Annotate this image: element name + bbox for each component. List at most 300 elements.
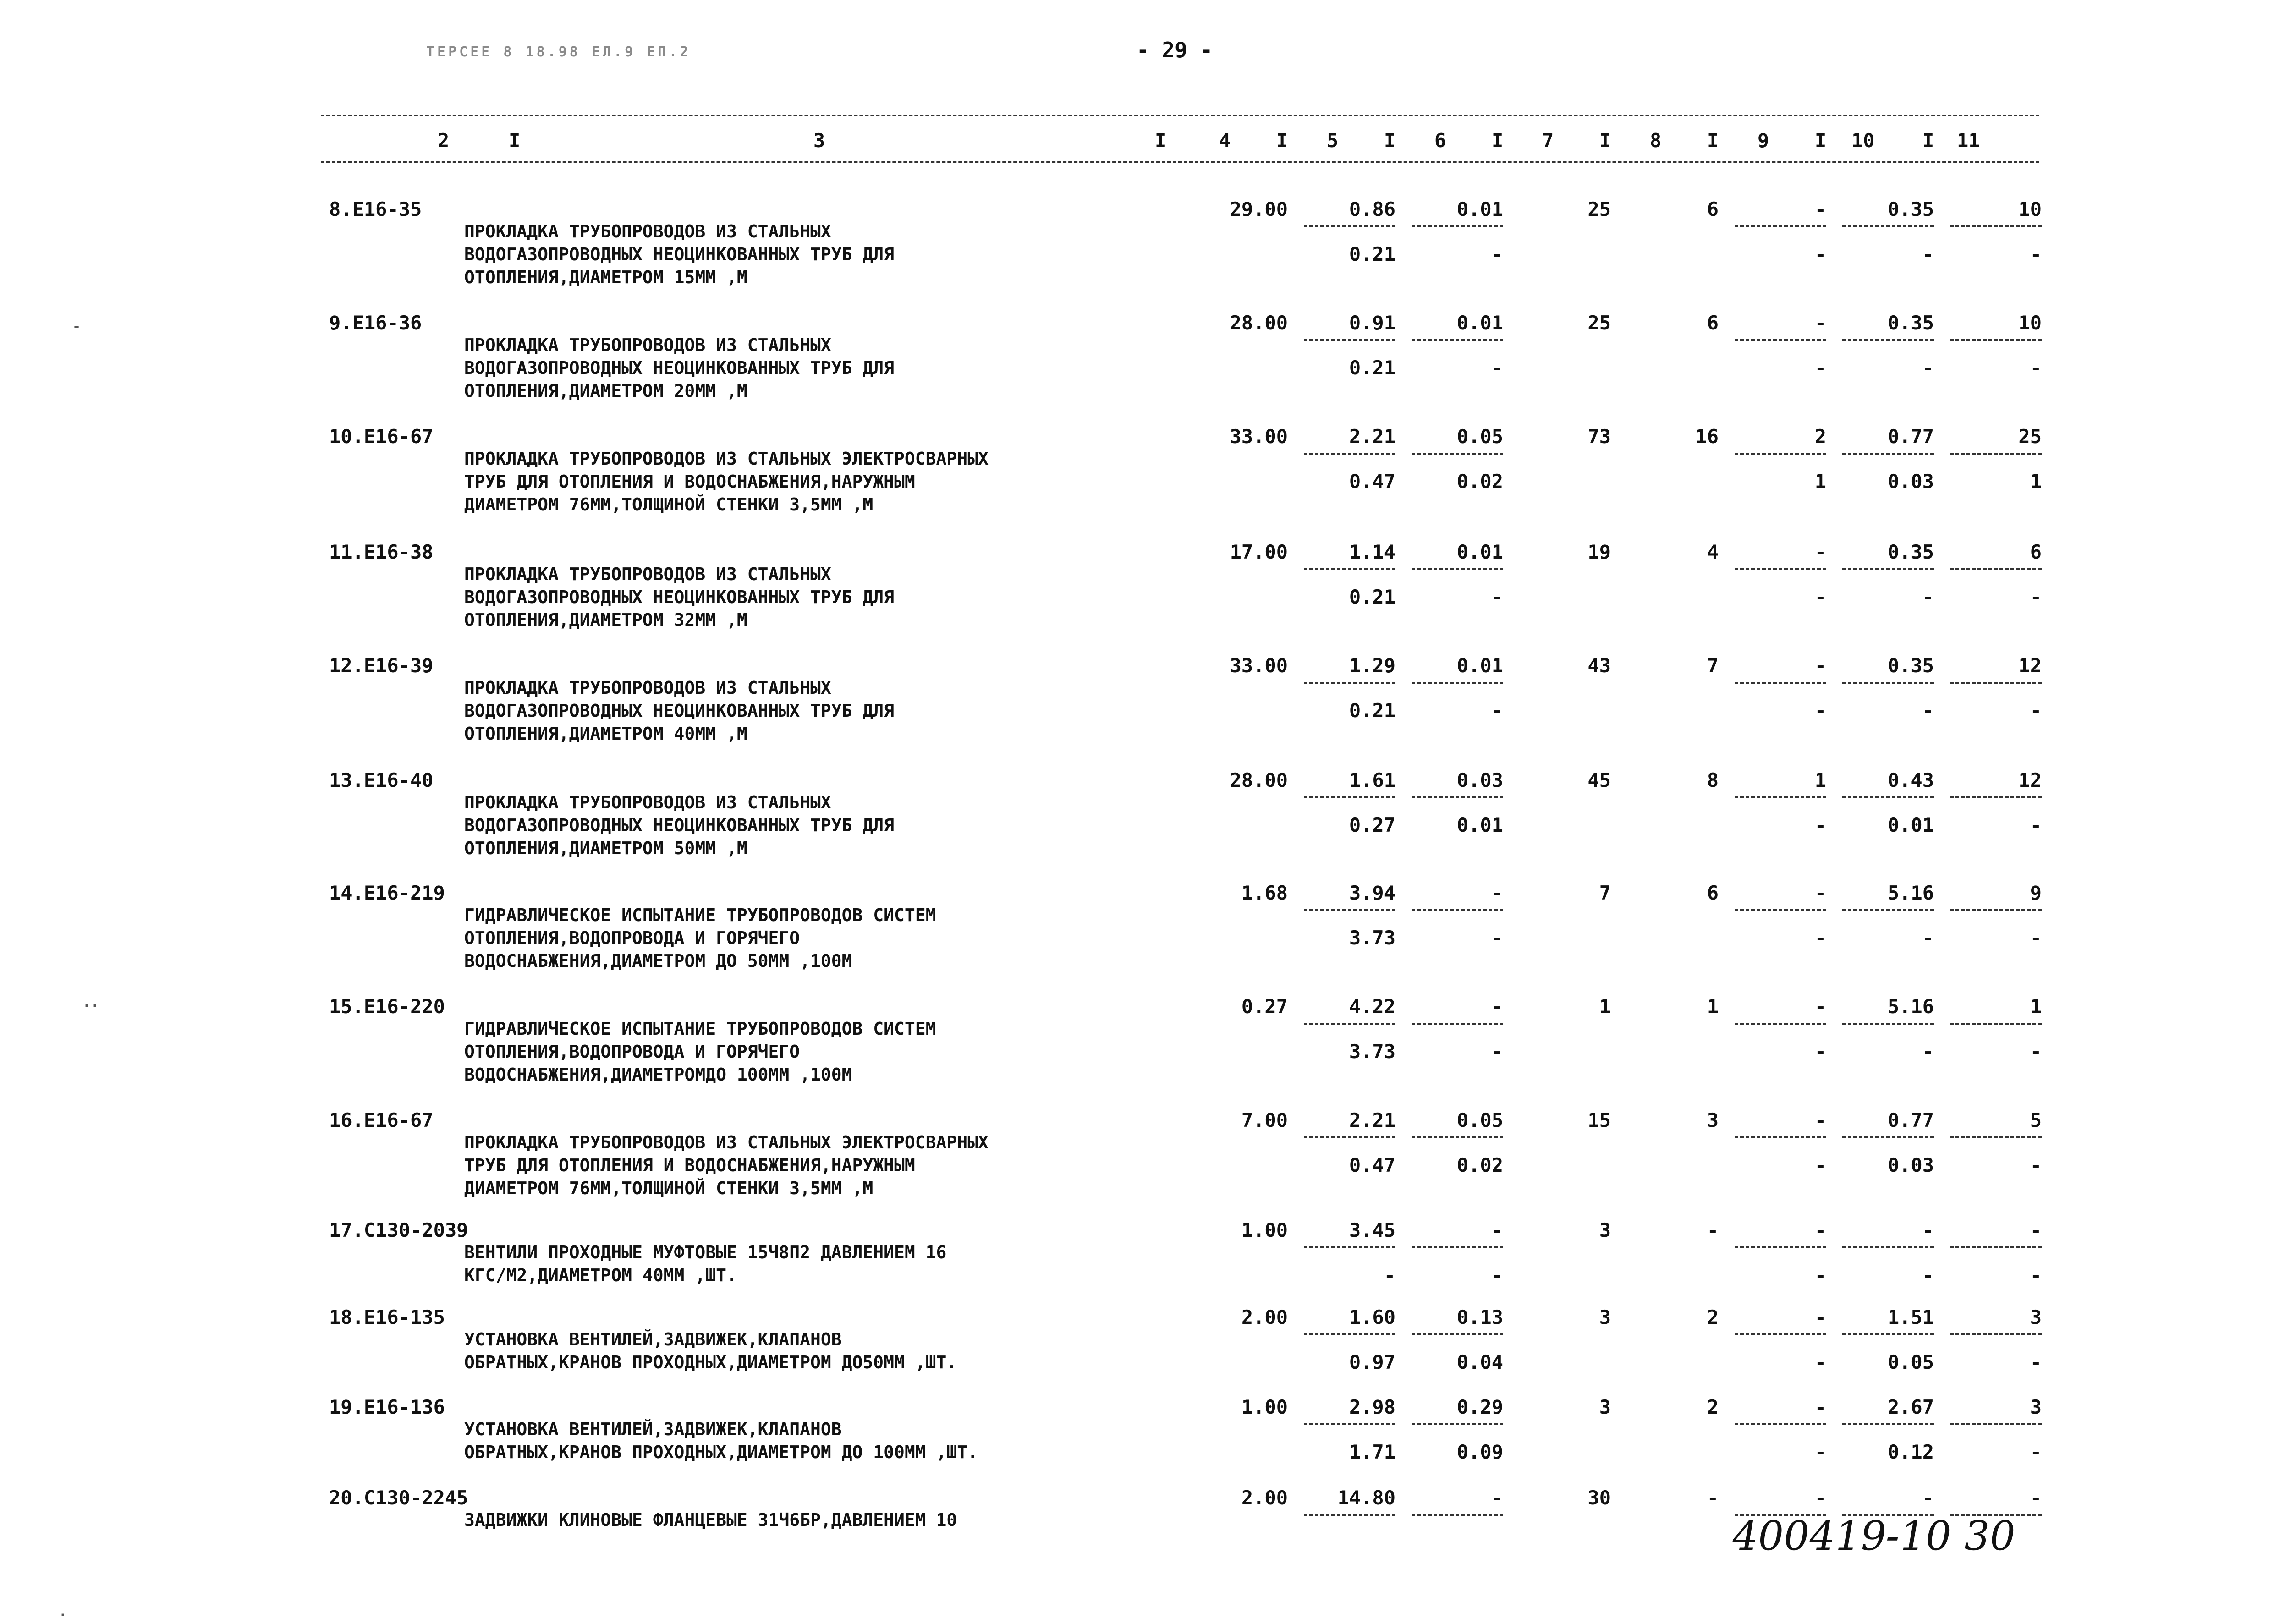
cell-c9-second-line: -	[1814, 1351, 1826, 1373]
table-header-bottom-rule	[321, 161, 2039, 163]
cell-c6-second-line: 0.02	[1456, 470, 1503, 493]
cell-c9-second-line: -	[1814, 927, 1826, 949]
cell-c11-second-line: -	[2030, 1264, 2042, 1286]
subtotal-rule	[1304, 568, 1395, 570]
subtotal-rule	[1412, 909, 1503, 911]
cell-c10: 0.35	[1887, 541, 1934, 563]
cell-c9: -	[1814, 654, 1826, 677]
subtotal-rule	[1735, 682, 1826, 684]
col-separator: I	[1155, 129, 1167, 152]
cell-c10-second-line: -	[1922, 243, 1934, 265]
cell-c9: -	[1814, 995, 1826, 1018]
cell-c9-second-line: -	[1814, 814, 1826, 836]
handwritten-stamp: 400419-10 30	[1728, 1512, 2020, 1559]
description-line: ТРУБ ДЛЯ ОТОПЛЕНИЯ И ВОДОСНАБЖЕНИЯ,НАРУЖНЫМ	[464, 1155, 915, 1175]
cell-c9: -	[1814, 1109, 1826, 1131]
subtotal-rule	[1842, 796, 1934, 798]
subtotal-rule	[1735, 909, 1826, 911]
cell-c5: 1.61	[1349, 769, 1395, 791]
subtotal-rule	[1304, 796, 1395, 798]
cell-c5-second-line: 0.47	[1349, 470, 1395, 493]
cell-c4: 28.00	[1230, 769, 1288, 791]
row-description	[464, 904, 936, 972]
col-header-8: 8	[1650, 129, 1662, 152]
description-line: ЗАДВИЖКИ КЛИНОВЫЕ ФЛАНЦЕВЫЕ 31Ч6БР,ДАВЛЕНИЕМ 10	[464, 1510, 957, 1530]
cell-c11: -	[2030, 1219, 2042, 1241]
cell-c4: 33.00	[1230, 654, 1288, 677]
row-code: 13.Е16-40	[329, 769, 434, 791]
cell-c7: 25	[1587, 198, 1611, 220]
cell-c5: 0.86	[1349, 198, 1395, 220]
cell-c5-second-line: 3.73	[1349, 927, 1395, 949]
subtotal-rule	[1950, 1023, 2042, 1025]
row-description	[464, 1418, 978, 1464]
description-line: ПРОКЛАДКА ТРУБОПРОВОДОВ ИЗ СТАЛЬНЫХ	[464, 564, 831, 584]
cell-c6: 0.01	[1456, 541, 1503, 563]
cell-c11: 5	[2030, 1109, 2042, 1131]
row-description	[464, 1509, 957, 1531]
cell-c5: 2.21	[1349, 1109, 1395, 1131]
cell-c10: -	[1922, 1487, 1934, 1509]
subtotal-rule	[1412, 796, 1503, 798]
cell-c6-second-line: 0.04	[1456, 1351, 1503, 1373]
cell-c5-second-line: 3.73	[1349, 1040, 1395, 1063]
cell-c10: 0.77	[1887, 1109, 1934, 1131]
cell-c5: 3.45	[1349, 1219, 1395, 1241]
col-separator: I	[1384, 129, 1396, 152]
subtotal-rule	[1412, 1514, 1503, 1516]
description-line: ОБРАТНЫХ,КРАНОВ ПРОХОДНЫХ,ДИАМЕТРОМ ДО 100ММ ,ШТ.	[464, 1442, 978, 1462]
subtotal-rule	[1412, 1423, 1503, 1425]
subtotal-rule	[1304, 682, 1395, 684]
subtotal-rule	[1412, 1023, 1503, 1025]
description-line: ВОДОГАЗОПРОВОДНЫХ НЕОЦИНКОВАННЫХ ТРУБ ДЛЯ	[464, 815, 894, 835]
col-separator: I	[1492, 129, 1504, 152]
subtotal-rule	[1842, 225, 1934, 227]
col-separator: I	[1815, 129, 1827, 152]
row-code: 19.Е16-136	[329, 1396, 445, 1418]
cell-c6-second-line: -	[1491, 927, 1503, 949]
cell-c6-second-line: 0.01	[1456, 814, 1503, 836]
cell-c9-second-line: -	[1814, 1040, 1826, 1063]
subtotal-rule	[1735, 453, 1826, 455]
cell-c6: 0.03	[1456, 769, 1503, 791]
cell-c4: 1.00	[1241, 1396, 1288, 1418]
cell-c7: 1	[1599, 995, 1611, 1018]
cell-c5: 3.94	[1349, 882, 1395, 904]
cell-c7: 25	[1587, 312, 1611, 334]
cell-c7: 3	[1599, 1306, 1611, 1328]
table-row	[0, 1109, 2274, 1219]
description-line: ОТОПЛЕНИЯ,ДИАМЕТРОМ 40ММ ,М	[464, 724, 747, 744]
cell-c9: -	[1814, 312, 1826, 334]
subtotal-rule	[1842, 682, 1934, 684]
row-description	[464, 1131, 989, 1200]
cell-c9: 2	[1814, 425, 1826, 448]
row-code: 12.Е16-39	[329, 654, 434, 677]
cell-c11: 1	[2030, 995, 2042, 1018]
cell-c10: 0.43	[1887, 769, 1934, 791]
subtotal-rule	[1842, 1333, 1934, 1335]
cell-c10: 5.16	[1887, 995, 1934, 1018]
subtotal-rule	[1735, 1136, 1826, 1138]
cell-c11-second-line: -	[2030, 814, 2042, 836]
cell-c7: 19	[1587, 541, 1611, 563]
description-line: ТРУБ ДЛЯ ОТОПЛЕНИЯ И ВОДОСНАБЖЕНИЯ,НАРУЖНЫМ	[464, 472, 915, 492]
cell-c8: 7	[1707, 654, 1719, 677]
cell-c5-second-line: 0.47	[1349, 1154, 1395, 1176]
table-row	[0, 995, 2274, 1105]
description-line: ОТОПЛЕНИЯ,ВОДОПРОВОДА И ГОРЯЧЕГО	[464, 1042, 800, 1062]
subtotal-rule	[1412, 453, 1503, 455]
cell-c8: 3	[1707, 1109, 1719, 1131]
cell-c11: 6	[2030, 541, 2042, 563]
cell-c9: -	[1814, 1219, 1826, 1241]
description-line: ВОДОГАЗОПРОВОДНЫХ НЕОЦИНКОВАННЫХ ТРУБ ДЛЯ	[464, 358, 894, 378]
cell-c10: 1.51	[1887, 1306, 1934, 1328]
cell-c6: 0.05	[1456, 1109, 1503, 1131]
subtotal-rule	[1735, 568, 1826, 570]
col-header-10: 10	[1851, 129, 1875, 152]
cell-c10-second-line: -	[1922, 586, 1934, 608]
subtotal-rule	[1304, 1023, 1395, 1025]
row-description	[464, 676, 894, 745]
cell-c11-second-line: -	[2030, 699, 2042, 722]
cell-c9-second-line: -	[1814, 699, 1826, 722]
cell-c11: 3	[2030, 1396, 2042, 1418]
col-header-5: 5	[1327, 129, 1339, 152]
col-separator: I	[1707, 129, 1719, 152]
cell-c9: 1	[1814, 769, 1826, 791]
cell-c11: 10	[2018, 198, 2042, 220]
subtotal-rule	[1950, 453, 2042, 455]
cell-c6: -	[1491, 995, 1503, 1018]
row-code: 10.Е16-67	[329, 425, 434, 448]
cell-c6: 0.29	[1456, 1396, 1503, 1418]
table-top-rule	[321, 115, 2039, 116]
row-description	[464, 1017, 936, 1086]
col-header-2: 2	[438, 129, 450, 152]
cell-c5-second-line: 0.21	[1349, 243, 1395, 265]
cell-c5: 1.60	[1349, 1306, 1395, 1328]
description-line: ВОДОСНАБЖЕНИЯ,ДИАМЕТРОМ ДО 50ММ ,100М	[464, 951, 852, 971]
subtotal-rule	[1950, 568, 2042, 570]
description-line: ПРОКЛАДКА ТРУБОПРОВОДОВ ИЗ СТАЛЬНЫХ	[464, 678, 831, 698]
cell-c6: 0.01	[1456, 198, 1503, 220]
subtotal-rule	[1950, 909, 2042, 911]
cell-c7: 15	[1587, 1109, 1611, 1131]
col-separator: I	[509, 129, 521, 152]
row-description	[464, 447, 989, 516]
cell-c5-second-line: -	[1384, 1264, 1395, 1286]
cell-c10-second-line: 0.12	[1887, 1441, 1934, 1463]
cell-c9-second-line: -	[1814, 1154, 1826, 1176]
cell-c10-second-line: 0.01	[1887, 814, 1934, 836]
cell-c6-second-line: 0.02	[1456, 1154, 1503, 1176]
cell-c8: -	[1707, 1487, 1719, 1509]
cell-c11-second-line: -	[2030, 243, 2042, 265]
subtotal-rule	[1412, 1136, 1503, 1138]
cell-c11: 3	[2030, 1306, 2042, 1328]
subtotal-rule	[1950, 339, 2042, 341]
cell-c9: -	[1814, 541, 1826, 563]
cell-c8: 8	[1707, 769, 1719, 791]
cell-c5-second-line: 0.21	[1349, 586, 1395, 608]
table-row	[0, 312, 2274, 422]
subtotal-rule	[1950, 1423, 2042, 1425]
cell-c7: 45	[1587, 769, 1611, 791]
cell-c11-second-line: -	[2030, 927, 2042, 949]
cell-c4: 28.00	[1230, 312, 1288, 334]
cell-c6-second-line: -	[1491, 586, 1503, 608]
cell-c9: -	[1814, 1396, 1826, 1418]
cell-c10-second-line: -	[1922, 1040, 1934, 1063]
row-code: 18.Е16-135	[329, 1306, 445, 1328]
cell-c4: 29.00	[1230, 198, 1288, 220]
cell-c4: 1.00	[1241, 1219, 1288, 1241]
description-line: ВОДОГАЗОПРОВОДНЫХ НЕОЦИНКОВАННЫХ ТРУБ ДЛЯ	[464, 587, 894, 607]
subtotal-rule	[1842, 1023, 1934, 1025]
cell-c11-second-line: -	[2030, 1441, 2042, 1463]
row-code: 17.С130-2039	[329, 1219, 468, 1241]
subtotal-rule	[1950, 796, 2042, 798]
cell-c8: 6	[1707, 882, 1719, 904]
row-description	[464, 220, 894, 289]
cell-c10-second-line: 0.05	[1887, 1351, 1934, 1373]
cell-c5-second-line: 0.97	[1349, 1351, 1395, 1373]
cell-c8: 6	[1707, 312, 1719, 334]
cell-c5: 1.29	[1349, 654, 1395, 677]
cell-c7: 3	[1599, 1219, 1611, 1241]
description-line: ДИАМЕТРОМ 76ММ,ТОЛЩИНОЙ СТЕНКИ 3,5ММ ,М	[464, 1178, 873, 1198]
cell-c8: 2	[1707, 1306, 1719, 1328]
subtotal-rule	[1950, 1246, 2042, 1248]
cell-c7: 7	[1599, 882, 1611, 904]
cell-c10: 2.67	[1887, 1396, 1934, 1418]
cell-c11-second-line: -	[2030, 1351, 2042, 1373]
row-description	[464, 1328, 957, 1374]
row-code: 16.Е16-67	[329, 1109, 434, 1131]
subtotal-rule	[1950, 1136, 2042, 1138]
col-separator: I	[1599, 129, 1611, 152]
subtotal-rule	[1735, 225, 1826, 227]
cell-c10: -	[1922, 1219, 1934, 1241]
description-line: ПРОКЛАДКА ТРУБОПРОВОДОВ ИЗ СТАЛЬНЫХ ЭЛЕКТРОСВАРНЫХ	[464, 1132, 989, 1152]
cell-c11-second-line: -	[2030, 1040, 2042, 1063]
description-line: ПРОКЛАДКА ТРУБОПРОВОДОВ ИЗ СТАЛЬНЫХ	[464, 335, 831, 355]
cell-c7: 3	[1599, 1396, 1611, 1418]
cell-c9-second-line: -	[1814, 1264, 1826, 1286]
cell-c7: 73	[1587, 425, 1611, 448]
subtotal-rule	[1304, 339, 1395, 341]
cell-c6: 0.01	[1456, 312, 1503, 334]
col-separator: I	[1922, 129, 1934, 152]
col-header-9: 9	[1758, 129, 1769, 152]
cell-c6-second-line: -	[1491, 357, 1503, 379]
cell-c5-second-line: 0.21	[1349, 357, 1395, 379]
subtotal-rule	[1304, 1514, 1395, 1516]
subtotal-rule	[1735, 1423, 1826, 1425]
cell-c9-second-line: -	[1814, 357, 1826, 379]
subtotal-rule	[1735, 1246, 1826, 1248]
table-row	[0, 769, 2274, 879]
cell-c4: 2.00	[1241, 1487, 1288, 1509]
cell-c9: -	[1814, 1306, 1826, 1328]
row-code: 9.Е16-36	[329, 312, 422, 334]
cell-c11-second-line: -	[2030, 1154, 2042, 1176]
description-line: ОТОПЛЕНИЯ,ДИАМЕТРОМ 32ММ ,М	[464, 610, 747, 630]
header-faded-text: ТЕРСЕЕ 8 18.98 ЕЛ.9 ЕП.2	[426, 44, 691, 60]
subtotal-rule	[1842, 1136, 1934, 1138]
cell-c8: 6	[1707, 198, 1719, 220]
cell-c4: 1.68	[1241, 882, 1288, 904]
subtotal-rule	[1412, 568, 1503, 570]
cell-c11-second-line: -	[2030, 357, 2042, 379]
description-line: ОТОПЛЕНИЯ,ДИАМЕТРОМ 50ММ ,М	[464, 838, 747, 858]
cell-c9: -	[1814, 882, 1826, 904]
cell-c9-second-line: 1	[1814, 470, 1826, 493]
cell-c9-second-line: -	[1814, 1441, 1826, 1463]
cell-c9: -	[1814, 1487, 1826, 1509]
cell-c4: 33.00	[1230, 425, 1288, 448]
cell-c5: 4.22	[1349, 995, 1395, 1018]
subtotal-rule	[1412, 1246, 1503, 1248]
subtotal-rule	[1304, 1423, 1395, 1425]
table-row	[0, 882, 2274, 992]
description-line: ВОДОГАЗОПРОВОДНЫХ НЕОЦИНКОВАННЫХ ТРУБ ДЛЯ	[464, 244, 894, 264]
cell-c11-second-line: 1	[2030, 470, 2042, 493]
cell-c5-second-line: 0.27	[1349, 814, 1395, 836]
cell-c10-second-line: 0.03	[1887, 470, 1934, 493]
cell-c11: 12	[2018, 769, 2042, 791]
subtotal-rule	[1735, 796, 1826, 798]
cell-c10: 0.35	[1887, 654, 1934, 677]
cell-c10: 5.16	[1887, 882, 1934, 904]
cell-c6-second-line: 0.09	[1456, 1441, 1503, 1463]
margin-mark: ..	[82, 994, 99, 1010]
description-line: ОТОПЛЕНИЯ,ВОДОПРОВОДА И ГОРЯЧЕГО	[464, 928, 800, 948]
table-row	[0, 654, 2274, 764]
cell-c4: 2.00	[1241, 1306, 1288, 1328]
subtotal-rule	[1412, 682, 1503, 684]
subtotal-rule	[1304, 1136, 1395, 1138]
cell-c10-second-line: 0.03	[1887, 1154, 1934, 1176]
description-line: ПРОКЛАДКА ТРУБОПРОВОДОВ ИЗ СТАЛЬНЫХ	[464, 221, 831, 241]
cell-c11-second-line: -	[2030, 586, 2042, 608]
cell-c6-second-line: -	[1491, 243, 1503, 265]
row-code: 15.Е16-220	[329, 995, 445, 1018]
cell-c6: 0.05	[1456, 425, 1503, 448]
description-line: ГИДРАВЛИЧЕСКОЕ ИСПЫТАНИЕ ТРУБОПРОВОДОВ СИСТЕМ	[464, 905, 936, 925]
subtotal-rule	[1735, 1333, 1826, 1335]
cell-c7: 43	[1587, 654, 1611, 677]
col-header-4: 4	[1219, 129, 1231, 152]
cell-c10: 0.77	[1887, 425, 1934, 448]
cell-c11: 12	[2018, 654, 2042, 677]
cell-c10-second-line: -	[1922, 699, 1934, 722]
col-header-11: 11	[1957, 129, 1980, 152]
cell-c6-second-line: -	[1491, 1264, 1503, 1286]
cell-c10-second-line: -	[1922, 927, 1934, 949]
description-line: ПРОКЛАДКА ТРУБОПРОВОДОВ ИЗ СТАЛЬНЫХ ЭЛЕКТРОСВАРНЫХ	[464, 449, 989, 469]
cell-c8: -	[1707, 1219, 1719, 1241]
row-code: 11.Е16-38	[329, 541, 434, 563]
cell-c10: 0.35	[1887, 312, 1934, 334]
cell-c10-second-line: -	[1922, 357, 1934, 379]
subtotal-rule	[1304, 1333, 1395, 1335]
cell-c5: 1.14	[1349, 541, 1395, 563]
description-line: ДИАМЕТРОМ 76ММ,ТОЛЩИНОЙ СТЕНКИ 3,5ММ ,М	[464, 494, 873, 515]
cell-c4: 7.00	[1241, 1109, 1288, 1131]
subtotal-rule	[1950, 225, 2042, 227]
subtotal-rule	[1842, 339, 1934, 341]
col-header-3: 3	[813, 129, 825, 152]
cell-c7: 30	[1587, 1487, 1611, 1509]
cell-c10-second-line: -	[1922, 1264, 1934, 1286]
cell-c5: 2.98	[1349, 1396, 1395, 1418]
subtotal-rule	[1950, 682, 2042, 684]
table-row	[0, 198, 2274, 308]
cell-c11: 10	[2018, 312, 2042, 334]
cell-c6: -	[1491, 1219, 1503, 1241]
col-header-6: 6	[1434, 129, 1446, 152]
subtotal-rule	[1412, 225, 1503, 227]
subtotal-rule	[1304, 453, 1395, 455]
row-description	[464, 791, 894, 860]
cell-c9: -	[1814, 198, 1826, 220]
cell-c11: 25	[2018, 425, 2042, 448]
subtotal-rule	[1950, 1333, 2042, 1335]
subtotal-rule	[1842, 909, 1934, 911]
description-line: ГИДРАВЛИЧЕСКОЕ ИСПЫТАНИЕ ТРУБОПРОВОДОВ СИСТЕМ	[464, 1019, 936, 1039]
margin-mark: -	[72, 318, 81, 335]
cell-c6: 0.13	[1456, 1306, 1503, 1328]
table-row	[0, 425, 2274, 535]
subtotal-rule	[1842, 1246, 1934, 1248]
description-line: ВЕНТИЛИ ПРОХОДНЫЕ МУФТОВЫЕ 15Ч8П2 ДАВЛЕНИЕМ 16	[464, 1242, 947, 1262]
cell-c8: 4	[1707, 541, 1719, 563]
cell-c8: 16	[1695, 425, 1719, 448]
row-code: 14.Е16-219	[329, 882, 445, 904]
subtotal-rule	[1842, 453, 1934, 455]
cell-c5: 0.91	[1349, 312, 1395, 334]
cell-c4: 17.00	[1230, 541, 1288, 563]
cell-c6: -	[1491, 882, 1503, 904]
subtotal-rule	[1735, 1023, 1826, 1025]
description-line: УСТАНОВКА ВЕНТИЛЕЙ,ЗАДВИЖЕК,КЛАПАНОВ	[464, 1419, 842, 1439]
subtotal-rule	[1304, 909, 1395, 911]
subtotal-rule	[1412, 1333, 1503, 1335]
subtotal-rule	[1842, 1423, 1934, 1425]
cell-c6: -	[1491, 1487, 1503, 1509]
description-line: ОТОПЛЕНИЯ,ДИАМЕТРОМ 20ММ ,М	[464, 381, 747, 401]
row-description	[464, 563, 894, 631]
cell-c9-second-line: -	[1814, 586, 1826, 608]
row-description	[464, 334, 894, 402]
cell-c5-second-line: 0.21	[1349, 699, 1395, 722]
description-line: ВОДОГАЗОПРОВОДНЫХ НЕОЦИНКОВАННЫХ ТРУБ ДЛЯ	[464, 701, 894, 721]
col-header-7: 7	[1542, 129, 1554, 152]
cell-c5: 14.80	[1337, 1487, 1395, 1509]
description-line: КГС/М2,ДИАМЕТРОМ 40ММ ,ШТ.	[464, 1265, 737, 1285]
subtotal-rule	[1412, 339, 1503, 341]
page-number: - 29 -	[1137, 38, 1213, 62]
description-line: УСТАНОВКА ВЕНТИЛЕЙ,ЗАДВИЖЕК,КЛАПАНОВ	[464, 1329, 842, 1350]
cell-c4: 0.27	[1241, 995, 1288, 1018]
table-row	[0, 541, 2274, 651]
subtotal-rule	[1304, 225, 1395, 227]
cell-c8: 2	[1707, 1396, 1719, 1418]
